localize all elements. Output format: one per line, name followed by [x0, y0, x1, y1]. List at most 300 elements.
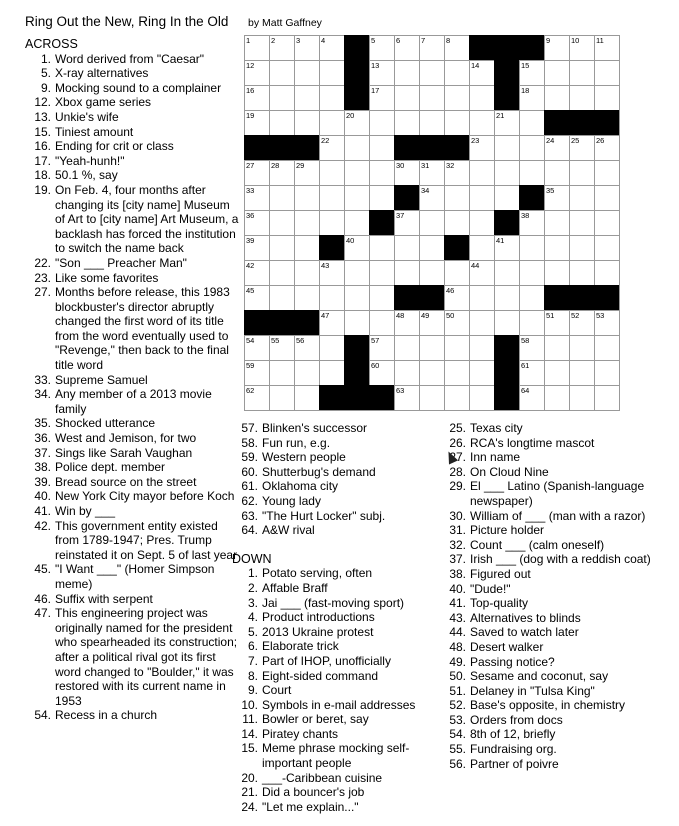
- grid-cell[interactable]: [544, 310, 569, 335]
- grid-cell[interactable]: [594, 260, 619, 285]
- grid-cell[interactable]: [594, 185, 619, 210]
- grid-cell[interactable]: [519, 210, 544, 235]
- grid-cell[interactable]: [269, 360, 294, 385]
- grid-cell[interactable]: [544, 210, 569, 235]
- grid-cell[interactable]: [569, 360, 594, 385]
- grid-cell[interactable]: [519, 260, 544, 285]
- grid-cell[interactable]: [369, 260, 394, 285]
- grid-cell[interactable]: [519, 310, 544, 335]
- across-clue[interactable]: [232, 509, 437, 524]
- down-clue[interactable]: [232, 596, 437, 611]
- clue-text: On Cloud Nine: [470, 464, 549, 479]
- grid-cell[interactable]: [544, 160, 569, 185]
- black-square: [319, 235, 344, 260]
- across-clue[interactable]: [25, 460, 243, 475]
- grid-cell[interactable]: [344, 160, 369, 185]
- across-clues-column: [25, 37, 243, 723]
- across-clue[interactable]: [232, 479, 437, 494]
- clue-number: 31.: [449, 523, 466, 538]
- grid-cell[interactable]: [294, 110, 319, 135]
- across-clue[interactable]: [232, 523, 437, 538]
- down-clue[interactable]: [440, 596, 665, 611]
- grid-cell[interactable]: [544, 360, 569, 385]
- down-clue[interactable]: [440, 479, 665, 508]
- grid-cell[interactable]: [319, 360, 344, 385]
- grid-cell[interactable]: [394, 335, 419, 360]
- down-clue[interactable]: [440, 640, 665, 655]
- down-clue[interactable]: [440, 742, 665, 757]
- grid-cell[interactable]: [319, 160, 344, 185]
- across-clue[interactable]: [25, 52, 243, 67]
- grid-cell[interactable]: [294, 385, 319, 410]
- down-clue[interactable]: [440, 698, 665, 713]
- down-clues-column-right: [440, 421, 665, 771]
- grid-cell[interactable]: [419, 160, 444, 185]
- clue-text: A&W rival: [262, 523, 315, 538]
- grid-cell[interactable]: [494, 185, 519, 210]
- grid-cell[interactable]: [394, 35, 419, 60]
- clue-number: 8.: [247, 668, 258, 683]
- down-clue[interactable]: [440, 625, 665, 640]
- clue-number: 16.: [34, 139, 51, 154]
- grid-cell[interactable]: [519, 385, 544, 410]
- grid-cell[interactable]: [519, 360, 544, 385]
- grid-cell[interactable]: [319, 260, 344, 285]
- grid-cell[interactable]: [569, 135, 594, 160]
- cell-number: 45: [246, 286, 255, 295]
- grid-cell[interactable]: [294, 360, 319, 385]
- crossword-grid[interactable]: [244, 35, 620, 411]
- grid-cell[interactable]: [594, 335, 619, 360]
- clue-number: 61.: [241, 479, 258, 494]
- down-clue[interactable]: [440, 436, 665, 451]
- cell-number: 47: [321, 311, 330, 320]
- clue-number: 23.: [34, 270, 51, 285]
- across-clue[interactable]: [25, 271, 243, 286]
- down-clue[interactable]: [440, 713, 665, 728]
- grid-cell[interactable]: [444, 110, 469, 135]
- across-clue[interactable]: [25, 504, 243, 519]
- grid-cell[interactable]: [344, 210, 369, 235]
- grid-cell[interactable]: [569, 35, 594, 60]
- grid-cell[interactable]: [319, 85, 344, 110]
- cell-number: 26: [596, 136, 605, 145]
- grid-cell[interactable]: [319, 60, 344, 85]
- grid-cell[interactable]: [269, 160, 294, 185]
- down-clue[interactable]: [440, 727, 665, 742]
- across-clue[interactable]: [25, 256, 243, 271]
- down-clue[interactable]: [232, 683, 437, 698]
- grid-cell[interactable]: [594, 85, 619, 110]
- grid-cell[interactable]: [294, 285, 319, 310]
- across-clue[interactable]: [232, 450, 437, 465]
- grid-cell[interactable]: [344, 260, 369, 285]
- grid-cell[interactable]: [394, 60, 419, 85]
- clue-text: Bread source on the street: [55, 474, 197, 489]
- grid-cell[interactable]: [494, 310, 519, 335]
- across-clue[interactable]: [25, 285, 243, 373]
- grid-cell[interactable]: [369, 110, 394, 135]
- grid-cell[interactable]: [419, 335, 444, 360]
- grid-cell[interactable]: [369, 135, 394, 160]
- grid-cell[interactable]: [244, 260, 269, 285]
- across-clue[interactable]: [25, 708, 243, 723]
- grid-cell[interactable]: [419, 235, 444, 260]
- grid-cell[interactable]: [519, 135, 544, 160]
- across-clue[interactable]: [25, 125, 243, 140]
- grid-cell[interactable]: [244, 360, 269, 385]
- black-square: [494, 360, 519, 385]
- across-clue[interactable]: [25, 475, 243, 490]
- cell-number: 2: [271, 36, 276, 45]
- down-clue[interactable]: [440, 465, 665, 480]
- grid-cell[interactable]: [444, 310, 469, 335]
- grid-cell[interactable]: [444, 335, 469, 360]
- black-square: [444, 235, 469, 260]
- across-clue[interactable]: [25, 446, 243, 461]
- grid-cell[interactable]: [369, 360, 394, 385]
- clue-text: Young lady: [262, 493, 321, 508]
- grid-cell[interactable]: [469, 160, 494, 185]
- grid-cell[interactable]: [444, 260, 469, 285]
- grid-cell[interactable]: [594, 160, 619, 185]
- grid-cell[interactable]: [319, 285, 344, 310]
- down-clue[interactable]: [232, 581, 437, 596]
- black-square: [519, 35, 544, 60]
- clue-text: "Son ___ Preacher Man": [55, 255, 187, 270]
- clue-number: 41.: [449, 596, 466, 611]
- grid-cell[interactable]: [519, 235, 544, 260]
- grid-cell[interactable]: [394, 110, 419, 135]
- grid-cell[interactable]: [594, 60, 619, 85]
- grid-cell[interactable]: [544, 135, 569, 160]
- grid-cell[interactable]: [594, 235, 619, 260]
- grid-cell[interactable]: [269, 210, 294, 235]
- across-clue[interactable]: [25, 81, 243, 96]
- grid-cell[interactable]: [494, 160, 519, 185]
- clue-text: Sesame and coconut, say: [470, 669, 609, 684]
- grid-cell[interactable]: [319, 335, 344, 360]
- clue-text: Passing notice?: [470, 654, 555, 669]
- grid-cell[interactable]: [594, 35, 619, 60]
- grid-cell[interactable]: [269, 260, 294, 285]
- grid-cell[interactable]: [394, 160, 419, 185]
- down-clue[interactable]: [232, 698, 437, 713]
- grid-cell[interactable]: [569, 385, 594, 410]
- grid-cell[interactable]: [544, 35, 569, 60]
- grid-cell[interactable]: [319, 310, 344, 335]
- grid-cell[interactable]: [594, 310, 619, 335]
- grid-cell[interactable]: [419, 185, 444, 210]
- grid-cell[interactable]: [269, 85, 294, 110]
- grid-cell[interactable]: [319, 210, 344, 235]
- grid-cell[interactable]: [244, 85, 269, 110]
- grid-cell[interactable]: [369, 160, 394, 185]
- across-clue[interactable]: [25, 168, 243, 183]
- grid-cell[interactable]: [519, 285, 544, 310]
- across-clue[interactable]: [25, 489, 243, 504]
- grid-cell[interactable]: [369, 235, 394, 260]
- grid-cell[interactable]: [569, 310, 594, 335]
- down-clue[interactable]: [232, 800, 437, 815]
- grid-cell[interactable]: [294, 335, 319, 360]
- grid-cell[interactable]: [544, 335, 569, 360]
- across-clue[interactable]: [25, 139, 243, 154]
- down-clue[interactable]: [440, 757, 665, 772]
- grid-cell[interactable]: [469, 260, 494, 285]
- down-clue[interactable]: [440, 538, 665, 553]
- grid-cell[interactable]: [469, 85, 494, 110]
- grid-cell[interactable]: [394, 385, 419, 410]
- grid-cell[interactable]: [419, 310, 444, 335]
- grid-cell[interactable]: [519, 160, 544, 185]
- grid-cell[interactable]: [394, 235, 419, 260]
- down-clue[interactable]: [232, 785, 437, 800]
- down-clue[interactable]: [440, 669, 665, 684]
- grid-cell[interactable]: [369, 335, 394, 360]
- across-clue[interactable]: [232, 494, 437, 509]
- down-clue[interactable]: [232, 639, 437, 654]
- grid-cell[interactable]: [444, 60, 469, 85]
- across-clue[interactable]: [232, 421, 437, 436]
- grid-cell[interactable]: [419, 35, 444, 60]
- clue-text: William of ___ (man with a razor): [470, 508, 646, 523]
- grid-cell[interactable]: [544, 85, 569, 110]
- grid-cell[interactable]: [519, 85, 544, 110]
- grid-cell[interactable]: [419, 210, 444, 235]
- grid-cell[interactable]: [469, 385, 494, 410]
- across-clue[interactable]: [25, 519, 243, 563]
- across-clue[interactable]: [25, 95, 243, 110]
- grid-cell[interactable]: [519, 60, 544, 85]
- across-clue[interactable]: [25, 373, 243, 388]
- grid-cell[interactable]: [569, 60, 594, 85]
- down-clue[interactable]: [440, 421, 665, 436]
- grid-cell[interactable]: [294, 85, 319, 110]
- grid-cell[interactable]: [369, 85, 394, 110]
- grid-cell[interactable]: [544, 235, 569, 260]
- down-clue[interactable]: [232, 610, 437, 625]
- grid-cell[interactable]: [394, 85, 419, 110]
- grid-cell[interactable]: [444, 360, 469, 385]
- across-clue[interactable]: [232, 465, 437, 480]
- grid-cell[interactable]: [469, 285, 494, 310]
- grid-cell[interactable]: [569, 335, 594, 360]
- grid-cell[interactable]: [419, 60, 444, 85]
- across-clue[interactable]: [25, 110, 243, 125]
- cell-number: 62: [246, 386, 255, 395]
- grid-cell[interactable]: [269, 285, 294, 310]
- grid-cell[interactable]: [594, 210, 619, 235]
- across-clue[interactable]: [25, 154, 243, 169]
- grid-cell[interactable]: [419, 360, 444, 385]
- grid-cell[interactable]: [544, 260, 569, 285]
- down-clue[interactable]: [440, 611, 665, 626]
- grid-cell[interactable]: [519, 335, 544, 360]
- down-clue[interactable]: [232, 712, 437, 727]
- down-clue[interactable]: [440, 655, 665, 670]
- down-clue[interactable]: [440, 450, 665, 465]
- grid-cell[interactable]: [294, 35, 319, 60]
- grid-cell[interactable]: [494, 110, 519, 135]
- grid-cell[interactable]: [544, 60, 569, 85]
- grid-cell[interactable]: [444, 85, 469, 110]
- grid-cell[interactable]: [419, 85, 444, 110]
- grid-cell[interactable]: [369, 185, 394, 210]
- across-clue[interactable]: [25, 592, 243, 607]
- down-clue[interactable]: [232, 669, 437, 684]
- down-clue[interactable]: [440, 523, 665, 538]
- grid-cell[interactable]: [594, 135, 619, 160]
- across-clue[interactable]: [25, 431, 243, 446]
- grid-cell[interactable]: [244, 335, 269, 360]
- grid-cell[interactable]: [369, 35, 394, 60]
- grid-cell[interactable]: [269, 235, 294, 260]
- grid-cell[interactable]: [344, 235, 369, 260]
- grid-cell[interactable]: [294, 185, 319, 210]
- grid-cell[interactable]: [594, 385, 619, 410]
- down-clue[interactable]: [232, 741, 437, 770]
- down-clue[interactable]: [440, 509, 665, 524]
- grid-cell[interactable]: [569, 185, 594, 210]
- clue-number: 35.: [34, 416, 51, 431]
- grid-cell[interactable]: [344, 110, 369, 135]
- grid-cell[interactable]: [569, 235, 594, 260]
- clue-text: This engineering project was originally named for the president who spearheaded its construction; after a political rival got its first word changed to "Boulder," it was restored with its current name in 1953: [55, 606, 238, 708]
- grid-cell[interactable]: [244, 185, 269, 210]
- grid-cell[interactable]: [594, 360, 619, 385]
- grid-cell[interactable]: [319, 110, 344, 135]
- clue-number: 25.: [449, 421, 466, 435]
- grid-cell[interactable]: [269, 110, 294, 135]
- across-clue[interactable]: [25, 183, 243, 256]
- grid-cell[interactable]: [469, 310, 494, 335]
- down-clue[interactable]: [440, 567, 665, 582]
- grid-cell[interactable]: [569, 260, 594, 285]
- down-clue[interactable]: [232, 625, 437, 640]
- black-square: [319, 385, 344, 410]
- grid-cell[interactable]: [394, 360, 419, 385]
- across-clue[interactable]: [25, 387, 243, 416]
- grid-cell[interactable]: [469, 135, 494, 160]
- down-clue[interactable]: [440, 552, 665, 567]
- grid-cell[interactable]: [444, 160, 469, 185]
- grid-cell[interactable]: [569, 160, 594, 185]
- across-clue[interactable]: [25, 562, 243, 591]
- down-clue[interactable]: [232, 727, 437, 742]
- grid-cell[interactable]: [444, 35, 469, 60]
- cell-number: 13: [371, 61, 380, 70]
- grid-cell[interactable]: [294, 60, 319, 85]
- down-clue[interactable]: [440, 684, 665, 699]
- grid-cell[interactable]: [419, 260, 444, 285]
- across-clue[interactable]: [25, 66, 243, 81]
- grid-cell[interactable]: [494, 285, 519, 310]
- grid-cell[interactable]: [269, 35, 294, 60]
- clue-number: 28.: [449, 464, 466, 479]
- grid-cell[interactable]: [294, 210, 319, 235]
- grid-cell[interactable]: [419, 110, 444, 135]
- grid-cell[interactable]: [244, 385, 269, 410]
- grid-cell[interactable]: [544, 385, 569, 410]
- grid-cell[interactable]: [469, 360, 494, 385]
- grid-cell[interactable]: [469, 235, 494, 260]
- grid-cell[interactable]: [569, 210, 594, 235]
- grid-cell[interactable]: [494, 260, 519, 285]
- grid-cell[interactable]: [244, 210, 269, 235]
- grid-cell[interactable]: [444, 385, 469, 410]
- grid-cell[interactable]: [444, 210, 469, 235]
- grid-cell[interactable]: [469, 60, 494, 85]
- grid-cell[interactable]: [444, 185, 469, 210]
- grid-cell[interactable]: [569, 85, 594, 110]
- across-clue[interactable]: [25, 416, 243, 431]
- grid-cell[interactable]: [469, 335, 494, 360]
- grid-cell[interactable]: [469, 110, 494, 135]
- down-clue[interactable]: [232, 654, 437, 669]
- grid-cell[interactable]: [394, 260, 419, 285]
- grid-cell[interactable]: [294, 235, 319, 260]
- grid-cell[interactable]: [394, 310, 419, 335]
- cell-number: 37: [396, 211, 405, 220]
- grid-cell[interactable]: [244, 110, 269, 135]
- grid-cell[interactable]: [244, 35, 269, 60]
- grid-cell[interactable]: [244, 160, 269, 185]
- grid-cell[interactable]: [294, 260, 319, 285]
- cell-number: 6: [396, 36, 401, 45]
- grid-cell[interactable]: [369, 310, 394, 335]
- down-clue[interactable]: [232, 566, 437, 581]
- grid-cell[interactable]: [544, 185, 569, 210]
- grid-cell[interactable]: [344, 285, 369, 310]
- cell-number: 8: [446, 36, 451, 45]
- grid-cell[interactable]: [419, 385, 444, 410]
- grid-cell[interactable]: [319, 35, 344, 60]
- across-clue[interactable]: [232, 436, 437, 451]
- grid-cell[interactable]: [319, 185, 344, 210]
- grid-cell[interactable]: [444, 285, 469, 310]
- clue-number: 3.: [247, 595, 258, 610]
- grid-cell[interactable]: [244, 285, 269, 310]
- black-square: [369, 385, 394, 410]
- grid-cell[interactable]: [319, 135, 344, 160]
- grid-cell[interactable]: [344, 135, 369, 160]
- grid-cell[interactable]: [369, 285, 394, 310]
- down-clue[interactable]: [440, 582, 665, 597]
- grid-cell[interactable]: [269, 385, 294, 410]
- grid-cell[interactable]: [269, 60, 294, 85]
- grid-cell[interactable]: [244, 235, 269, 260]
- grid-cell[interactable]: [269, 335, 294, 360]
- grid-cell[interactable]: [469, 185, 494, 210]
- clue-number: 50.: [449, 669, 466, 684]
- grid-cell[interactable]: [294, 160, 319, 185]
- grid-cell[interactable]: [494, 235, 519, 260]
- grid-cell[interactable]: [369, 60, 394, 85]
- grid-cell[interactable]: [394, 210, 419, 235]
- grid-cell[interactable]: [244, 60, 269, 85]
- grid-cell[interactable]: [469, 210, 494, 235]
- grid-cell[interactable]: [344, 310, 369, 335]
- grid-cell[interactable]: [344, 185, 369, 210]
- grid-cell[interactable]: [519, 110, 544, 135]
- clue-number: 54.: [449, 727, 466, 742]
- across-clue[interactable]: [25, 606, 243, 708]
- cell-number: 5: [371, 36, 376, 45]
- grid-cell[interactable]: [269, 185, 294, 210]
- grid-cell[interactable]: [494, 135, 519, 160]
- down-clue[interactable]: [232, 771, 437, 786]
